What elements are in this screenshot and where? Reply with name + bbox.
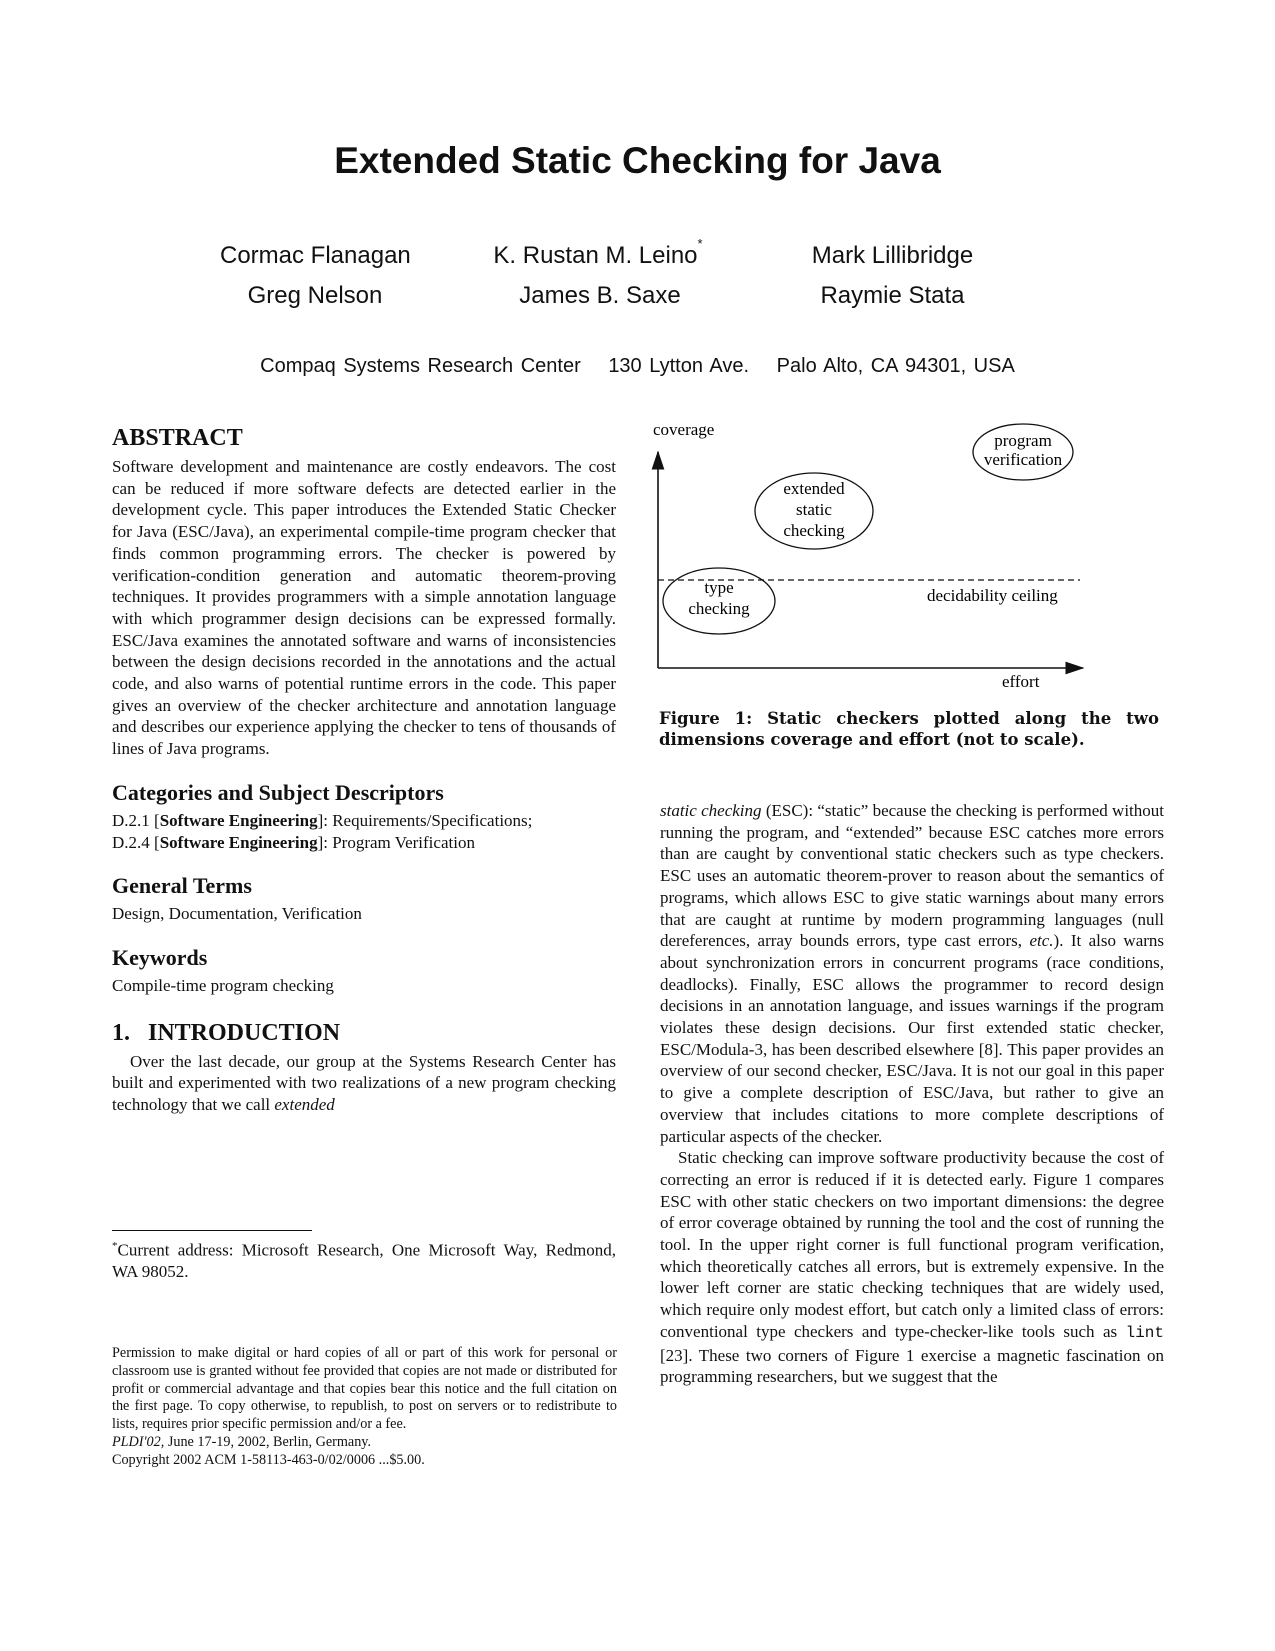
- figure-caption: Figure 1: Static checkers plotted along the two dimensions coverage and effort (not to scale).: [659, 709, 1159, 749]
- general-terms-text: Design, Documentation, Verification: [112, 904, 362, 924]
- author-name: Greg Nelson: [247, 282, 383, 309]
- category-item: D.2.4 [Software Engineering]: Program Verification: [112, 832, 475, 852]
- body-paragraph: static checking (ESC): “static” because the checking is performed without running the program, and “extended” because ESC catches more errors than are caught by conventional static checkers such as type checkers. ESC uses an automatic theorem-prover to reason about the semantics of programs, which allows ESC to give static warnings about many errors that are caught at runtime by modern programming languages (null dereferences, array bounds errors, type cast errors, etc.). It also warns about synchronization errors in concurrent programs (race conditions, deadlocks). Finally, ESC allows the programmer to record design decisions in an annotation language, and issues warnings if the program violates these design decisions. Our first extended static checker, ESC/Modula-3, has been described elsewhere [8]. This paper provides an overview of our second checker, ESC/Java. It is not our goal in this paper to give a complete description of ESC/Java, but rather to give an overview that includes citations to more complete descriptions of particular aspects of the checker.: [660, 801, 1165, 1146]
- left-column: [112, 424, 616, 1116]
- affiliation: [0, 355, 1275, 378]
- extended-static-checking-label: extended: [783, 479, 845, 498]
- introduction-heading: 1. INTRODUCTION: [112, 1019, 341, 1046]
- y-axis-label: coverage: [653, 420, 715, 439]
- category-item: D.2.1 [Software Engineering]: Requirements/Specifications;: [112, 810, 533, 830]
- categories-heading: Categories and Subject Descriptors: [112, 779, 444, 805]
- conference-line: PLDI'02, June 17-19, 2002, Berlin, Germany.: [112, 1433, 372, 1450]
- author-name: Cormac Flanagan: [220, 242, 411, 269]
- author-name: James B. Saxe: [519, 282, 681, 309]
- figure-diagram: [653, 420, 1125, 700]
- x-axis-label: effort: [1002, 672, 1040, 691]
- footnote-rule: [112, 1230, 312, 1231]
- program-verification-label: program: [994, 431, 1052, 450]
- decidability-ceiling-label: decidability ceiling: [927, 586, 1058, 605]
- right-column: [660, 800, 1164, 1388]
- abstract-text: Software development and maintenance are costly endeavors. The cost can be reduced if more software defects are detected earlier in the development cycle. This paper introduces the Extended Static Checker for Java (ESC/Java), an experimental compile-time program checker that finds common programming errors. The checker is powered by verification-condition generation and automatic theorem-proving techniques. It provides programmers with a simple annotation language with which programmer design decisions can be expressed formally. ESC/Java examines the annotated software and warns of inconsistencies between the design decisions recorded in the annotations and the actual code, and also warns of potential runtime errors in the code. This paper gives an overview of the checker architecture and annotation language and describes our experience applying the checker to tens of thousands of lines of Java programs.: [112, 457, 616, 759]
- footnote-mark: *: [112, 1240, 118, 1252]
- extended-static-checking-label: static: [796, 500, 832, 519]
- figure-1: [653, 420, 1125, 700]
- permission-text: Permission to make digital or hard copies of all or part of this work for personal or classroom use is granted without fee provided that copies are not made or distributed for profit or commercial advantage and that copies bear this notice and the full citation on the first page. To copy otherwise, to republish, to post on servers or to redistribute to lists, requires prior specific permission and/or a fee.: [112, 1345, 617, 1433]
- footnote-marker: *: [697, 236, 703, 251]
- author-name: K. Rustan M. Leino*: [493, 236, 703, 269]
- copyright-line: Copyright 2002 ACM 1-58113-463-0/02/0006 ...$5.00.: [112, 1451, 425, 1468]
- program-verification-label: verification: [983, 450, 1063, 469]
- affiliation-street: 130 Lytton Ave.: [608, 355, 750, 377]
- general-terms-heading: General Terms: [112, 873, 252, 899]
- introduction-text: Over the last decade, our group at the Systems Research Center has built and experimented with two realizations of a new program checking technology that we call extended: [112, 1051, 616, 1115]
- affiliation-org: Compaq Systems Research Center: [260, 355, 581, 377]
- body-paragraph: Static checking can improve software productivity because the cost of correcting an error is reduced if it is detected early. Figure 1 compares ESC with other static checkers on two important dimensions: the degree of error coverage obtained by running the tool and the cost of running the tool. In the upper right corner is full functional program verification, which theoretically catches all errors, but is extremely expensive. In the lower left corner are static checking techniques that are widely used, which require only modest effort, but catch only a limited class of errors: conventional type checkers and type-checker-like tools such as lint [23]. These two corners of Figure 1 exercise a magnetic fascination on programming researchers, but we suggest that the: [660, 1148, 1164, 1387]
- extended-static-checking-label: checking: [783, 521, 845, 540]
- type-checking-label: type: [704, 578, 734, 597]
- keywords-text: Compile-time program checking: [112, 975, 334, 995]
- abstract-heading: ABSTRACT: [112, 425, 243, 451]
- footnote: *Current address: Microsoft Research, One Microsoft Way, Redmond, WA 98052.: [112, 1240, 616, 1281]
- paper-title: Extended Static Checking for Java: [334, 140, 941, 181]
- author-name: Mark Lillibridge: [811, 242, 974, 269]
- affiliation-city: Palo Alto, CA 94301, USA: [776, 355, 1015, 377]
- permission-notice: [112, 1345, 617, 1470]
- type-checking-label: checking: [688, 599, 750, 618]
- keywords-heading: Keywords: [112, 944, 208, 970]
- author-name: Raymie Stata: [820, 282, 965, 309]
